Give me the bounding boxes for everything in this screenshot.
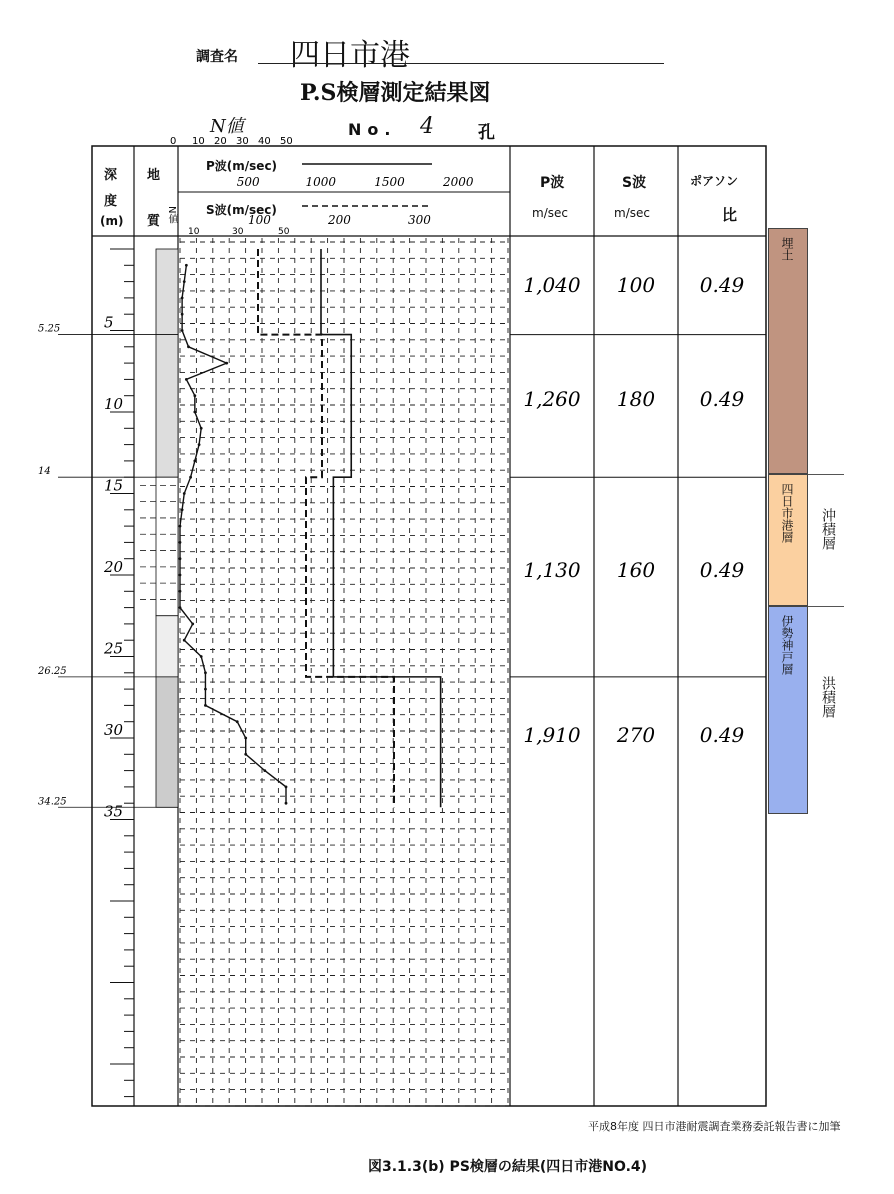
depth-label: 25 bbox=[104, 639, 124, 658]
n-value-point bbox=[185, 264, 188, 267]
depth-label: 10 bbox=[104, 395, 124, 413]
n-value-point bbox=[187, 345, 190, 348]
page-title: P.S検層測定結果図 bbox=[300, 80, 491, 106]
p-tick-label: 2000 bbox=[443, 175, 474, 189]
geology-layer bbox=[156, 677, 178, 807]
geology-layer bbox=[156, 477, 178, 616]
n-value-point bbox=[244, 753, 247, 756]
n-value-point bbox=[183, 492, 186, 495]
geology-layer bbox=[156, 616, 178, 677]
n-value-point bbox=[179, 557, 182, 560]
n-tick-label: 0 bbox=[170, 136, 177, 147]
ise-kanbe-stratum-block bbox=[768, 606, 808, 814]
s-col-unit: m/sec bbox=[614, 206, 650, 220]
s-value-cell: 270 bbox=[616, 723, 656, 748]
s-value-cell: 180 bbox=[616, 386, 656, 411]
s-value-cell: 100 bbox=[616, 272, 656, 297]
n-value-point bbox=[285, 802, 288, 805]
n-value-label: N値 bbox=[210, 116, 244, 137]
n-value-point bbox=[179, 606, 182, 609]
side-mark-label: 26.25 bbox=[38, 665, 67, 677]
depth-label: 35 bbox=[104, 802, 124, 821]
n-tick-label: 50 bbox=[280, 136, 293, 147]
n-value-point bbox=[181, 313, 184, 316]
p-col-unit: m/sec bbox=[532, 206, 568, 220]
n-value-point bbox=[189, 476, 192, 479]
depth-label: 20 bbox=[104, 558, 124, 576]
s-value-cell: 160 bbox=[616, 558, 656, 583]
n-value-point bbox=[181, 329, 184, 332]
n-value-point bbox=[193, 394, 196, 397]
n-value-point bbox=[200, 655, 203, 658]
poisson-value-cell: 0.49 bbox=[699, 386, 745, 411]
depth-label: 30 bbox=[104, 721, 124, 739]
diluvium-label: 洪積層 bbox=[820, 676, 836, 718]
fill-stratum-block bbox=[768, 228, 808, 474]
p-col-header: P波 bbox=[540, 175, 565, 191]
n-value-point bbox=[198, 443, 201, 446]
table-frame bbox=[92, 146, 766, 1106]
survey-name: 四日市港 bbox=[290, 38, 410, 73]
n-value-point bbox=[200, 427, 203, 430]
n-value-point bbox=[193, 460, 196, 463]
n-value-point bbox=[204, 688, 207, 691]
n-bottom-tick-label: 10 bbox=[188, 227, 200, 237]
n-value-point bbox=[204, 704, 207, 707]
p-tick-label: 1000 bbox=[305, 175, 337, 189]
poisson-value-cell: 0.49 bbox=[699, 723, 745, 748]
yokkaichi-stratum-label: 四日市港層 bbox=[780, 483, 794, 543]
n-value-point bbox=[193, 411, 196, 414]
n-value-point bbox=[191, 623, 194, 626]
n-value-point bbox=[181, 508, 184, 511]
fill-stratum-label: 埋土 bbox=[780, 237, 794, 261]
n-value-point bbox=[285, 786, 288, 789]
n-value-point bbox=[183, 280, 186, 283]
side-mark-label: 34.25 bbox=[38, 796, 67, 808]
depth-header-2: 度 bbox=[104, 194, 118, 209]
n-value-point bbox=[179, 590, 182, 593]
side-mark-label: 14 bbox=[38, 466, 51, 478]
yokkaichi-stratum-block bbox=[768, 474, 808, 606]
n-value-point bbox=[204, 671, 207, 674]
n-value-point bbox=[263, 769, 266, 772]
n-tick-label: 40 bbox=[258, 136, 271, 147]
figure-caption: 図3.1.3(b) PS検層の結果(四日市港NO.4) bbox=[368, 1159, 648, 1175]
n-bottom-tick-label: 30 bbox=[232, 227, 244, 237]
poisson-value-cell: 0.49 bbox=[699, 272, 745, 297]
n-value-point bbox=[225, 362, 228, 365]
hole-label: 孔 bbox=[478, 123, 495, 143]
survey-label: 調査名 bbox=[196, 49, 238, 65]
p-value-cell: 1,040 bbox=[523, 272, 581, 297]
depth-label: 5 bbox=[104, 313, 114, 332]
s-col-header: S波 bbox=[622, 175, 647, 191]
alluvium-label: 沖積層 bbox=[820, 508, 836, 550]
p-wave-line bbox=[321, 249, 441, 807]
s-wave-axis-label: S波(m/sec) bbox=[206, 203, 277, 217]
hole-no-value: 4 bbox=[420, 114, 434, 139]
hole-no-label: No. bbox=[348, 120, 397, 139]
geology-header-2: 質 bbox=[147, 214, 161, 229]
n-value-point bbox=[179, 574, 182, 577]
geology-header-1: 地 bbox=[147, 168, 161, 183]
s-tick-label: 100 bbox=[248, 213, 271, 227]
depth-header-1: 深 bbox=[104, 168, 118, 183]
p-wave-axis-label: P波(m/sec) bbox=[206, 159, 278, 173]
n-value-point bbox=[183, 639, 186, 642]
n-value-line bbox=[180, 265, 286, 803]
ise-kanbe-stratum-label: 伊勢神戸層 bbox=[780, 615, 794, 675]
epoch-divider-mid bbox=[808, 606, 844, 607]
p-tick-label: 500 bbox=[236, 175, 260, 189]
poisson-value-cell: 0.49 bbox=[699, 558, 745, 583]
n-value-point bbox=[244, 737, 247, 740]
n-tick-label: 10 bbox=[192, 136, 205, 147]
n-bottom-tick-label: 50 bbox=[278, 227, 290, 237]
n-tick-label: 20 bbox=[214, 136, 227, 147]
s-tick-label: 300 bbox=[408, 213, 431, 227]
n-value-point bbox=[181, 297, 184, 300]
poisson-col-header: ポアソン bbox=[690, 174, 739, 188]
p-value-cell: 1,910 bbox=[523, 723, 581, 748]
geology-layer bbox=[156, 249, 178, 335]
depth-label: 15 bbox=[104, 476, 124, 495]
p-value-cell: 1,260 bbox=[523, 386, 581, 411]
p-tick-label: 1500 bbox=[374, 175, 405, 189]
geology-layer bbox=[156, 335, 178, 478]
n-value-point bbox=[185, 378, 188, 381]
epoch-divider-top bbox=[808, 474, 844, 475]
n-tick-label: 30 bbox=[236, 136, 249, 147]
n-value-point bbox=[179, 541, 182, 544]
p-value-cell: 1,130 bbox=[523, 558, 581, 583]
source-note: 平成8年度 四日市港耐震調査業務委託報告書に加筆 bbox=[588, 1120, 841, 1133]
n-value-point bbox=[179, 525, 182, 528]
n-value-point bbox=[236, 720, 239, 723]
side-mark-label: 5.25 bbox=[38, 323, 61, 335]
depth-header-3: (m) bbox=[100, 214, 124, 228]
s-tick-label: 200 bbox=[328, 213, 351, 227]
n-small-header: N値 bbox=[166, 206, 177, 224]
poisson-col-unit: 比 bbox=[722, 206, 738, 224]
